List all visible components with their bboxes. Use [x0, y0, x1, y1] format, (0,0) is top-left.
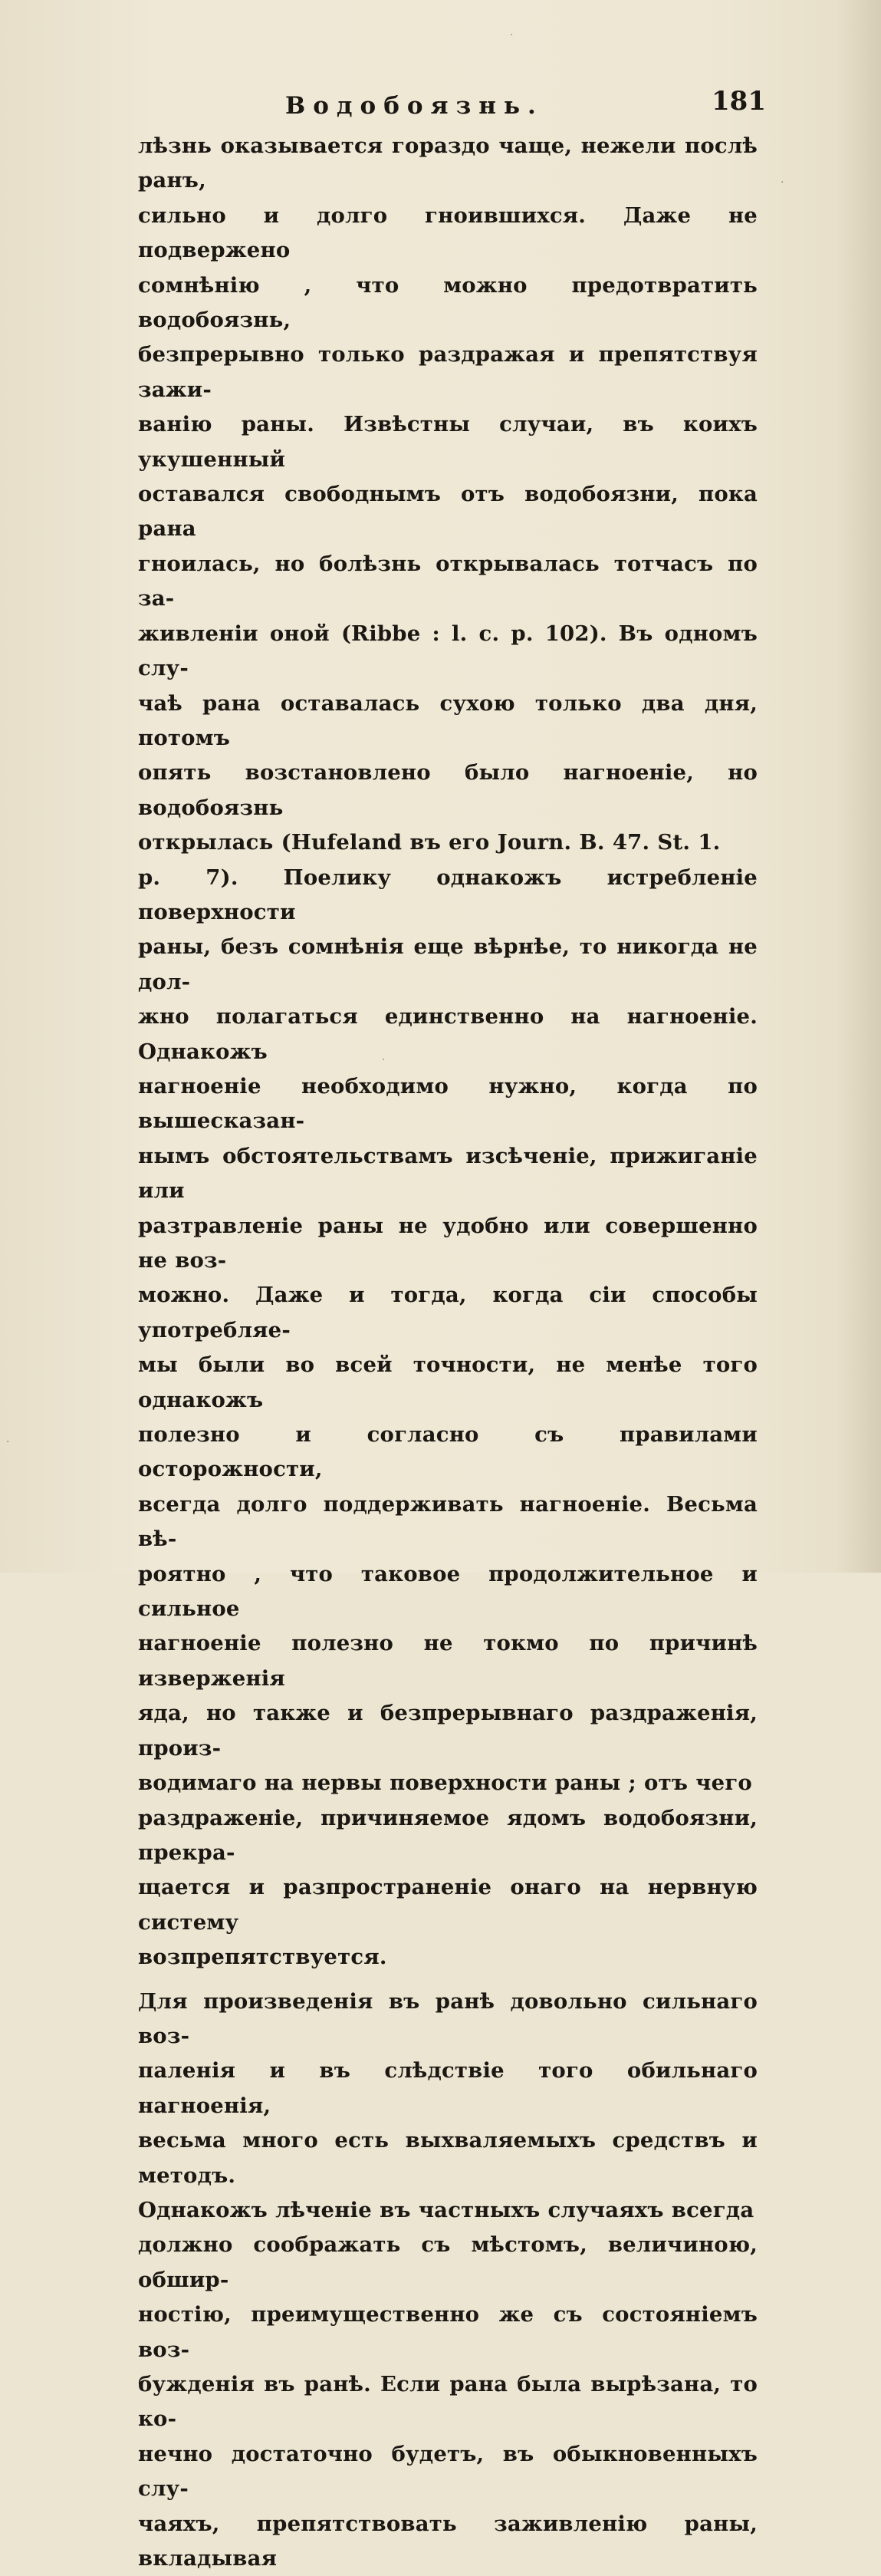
paper-speck-1: · [510, 29, 514, 41]
paper-speck-3: · [382, 1054, 386, 1066]
paper-speck-4: · [6, 1436, 10, 1448]
paragraph-1: лѣзнь оказывается гораздо чаще, нежели послѣ ранъ, сильно и долго гноившихся. Даже не подвержено сомнѣнію , что можно предотвратить водобоязнь, безпрерывно только раздражая и препятствуя зажи- ванію раны. Извѣстны случаи, въ коихъ укушенный оставался свободнымъ отъ водобоязни, пока рана гноилась, но болѣзнь открывалась тотчасъ по за- живленіи оной (Ribbe : l. c. p. 102). Въ одномъ слу- чаѣ рана оставалась сухою только два дня, потомъ опять возстановлено было нагноеніе, но водобоязнь открылась (Hufeland въ его Journ. B. 47. St. 1. p. 7). Поелику однакожъ истребленіе поверхности раны, безъ сомнѣнія еще вѣрнѣе, то никогда не дол- жно полагаться единственно на нагноеніе. Однакожъ нагноеніе необходимо нужно, когда по вышесказан- нымъ обстоятельствамъ изсѣченіе, прижиганіе или разтравленіе раны не удобно или совершенно не воз- можно. Даже и тогда, когда сіи способы употребляе- мы были во всей точности, не менѣе того однакожъ полезно и согласно съ правилами осторожности, всегда долго поддерживать нагноеніе. Весьма вѣ- роятно , что таковое продолжительное и сильное нагноеніе полезно не токмо по причинѣ изверженія яда, но также и безпрерывнаго раздраженія, произ- водимаго на нервы поверхности раны ; отъ чего раздраженіе, причиняемое ядомъ водобоязни, прекра- щается и разпространеніе онаго на нервную систему возпрепятствуется. [138, 133, 758, 1970]
text-body [138, 129, 758, 2576]
page-header [0, 86, 881, 132]
running-title: Водобоязнь. [285, 92, 544, 120]
paper-speck-2: · [781, 176, 784, 189]
paragraph-2: Для произведенія въ ранѣ довольно сильнаго воз- паленія и въ слѣдствіе того обильнаго нагноенія, весьма много есть выхваляемыхъ средствъ и методъ. Однакожъ лѣченіе въ частныхъ случаяхъ всегда должно соображать съ мѣстомъ, величиною, обшир- ностію, преимущественно же съ состояніемъ воз- бужденія въ ранѣ. Если рана была вырѣзана, то ко- нечно достаточно будетъ, въ обыкновенныхъ слу- чаяхъ, препятствовать заживленію раны, вкладывая [138, 1988, 758, 2571]
page-number: 181 [712, 86, 766, 117]
page-edge-shadow [837, 0, 881, 1573]
